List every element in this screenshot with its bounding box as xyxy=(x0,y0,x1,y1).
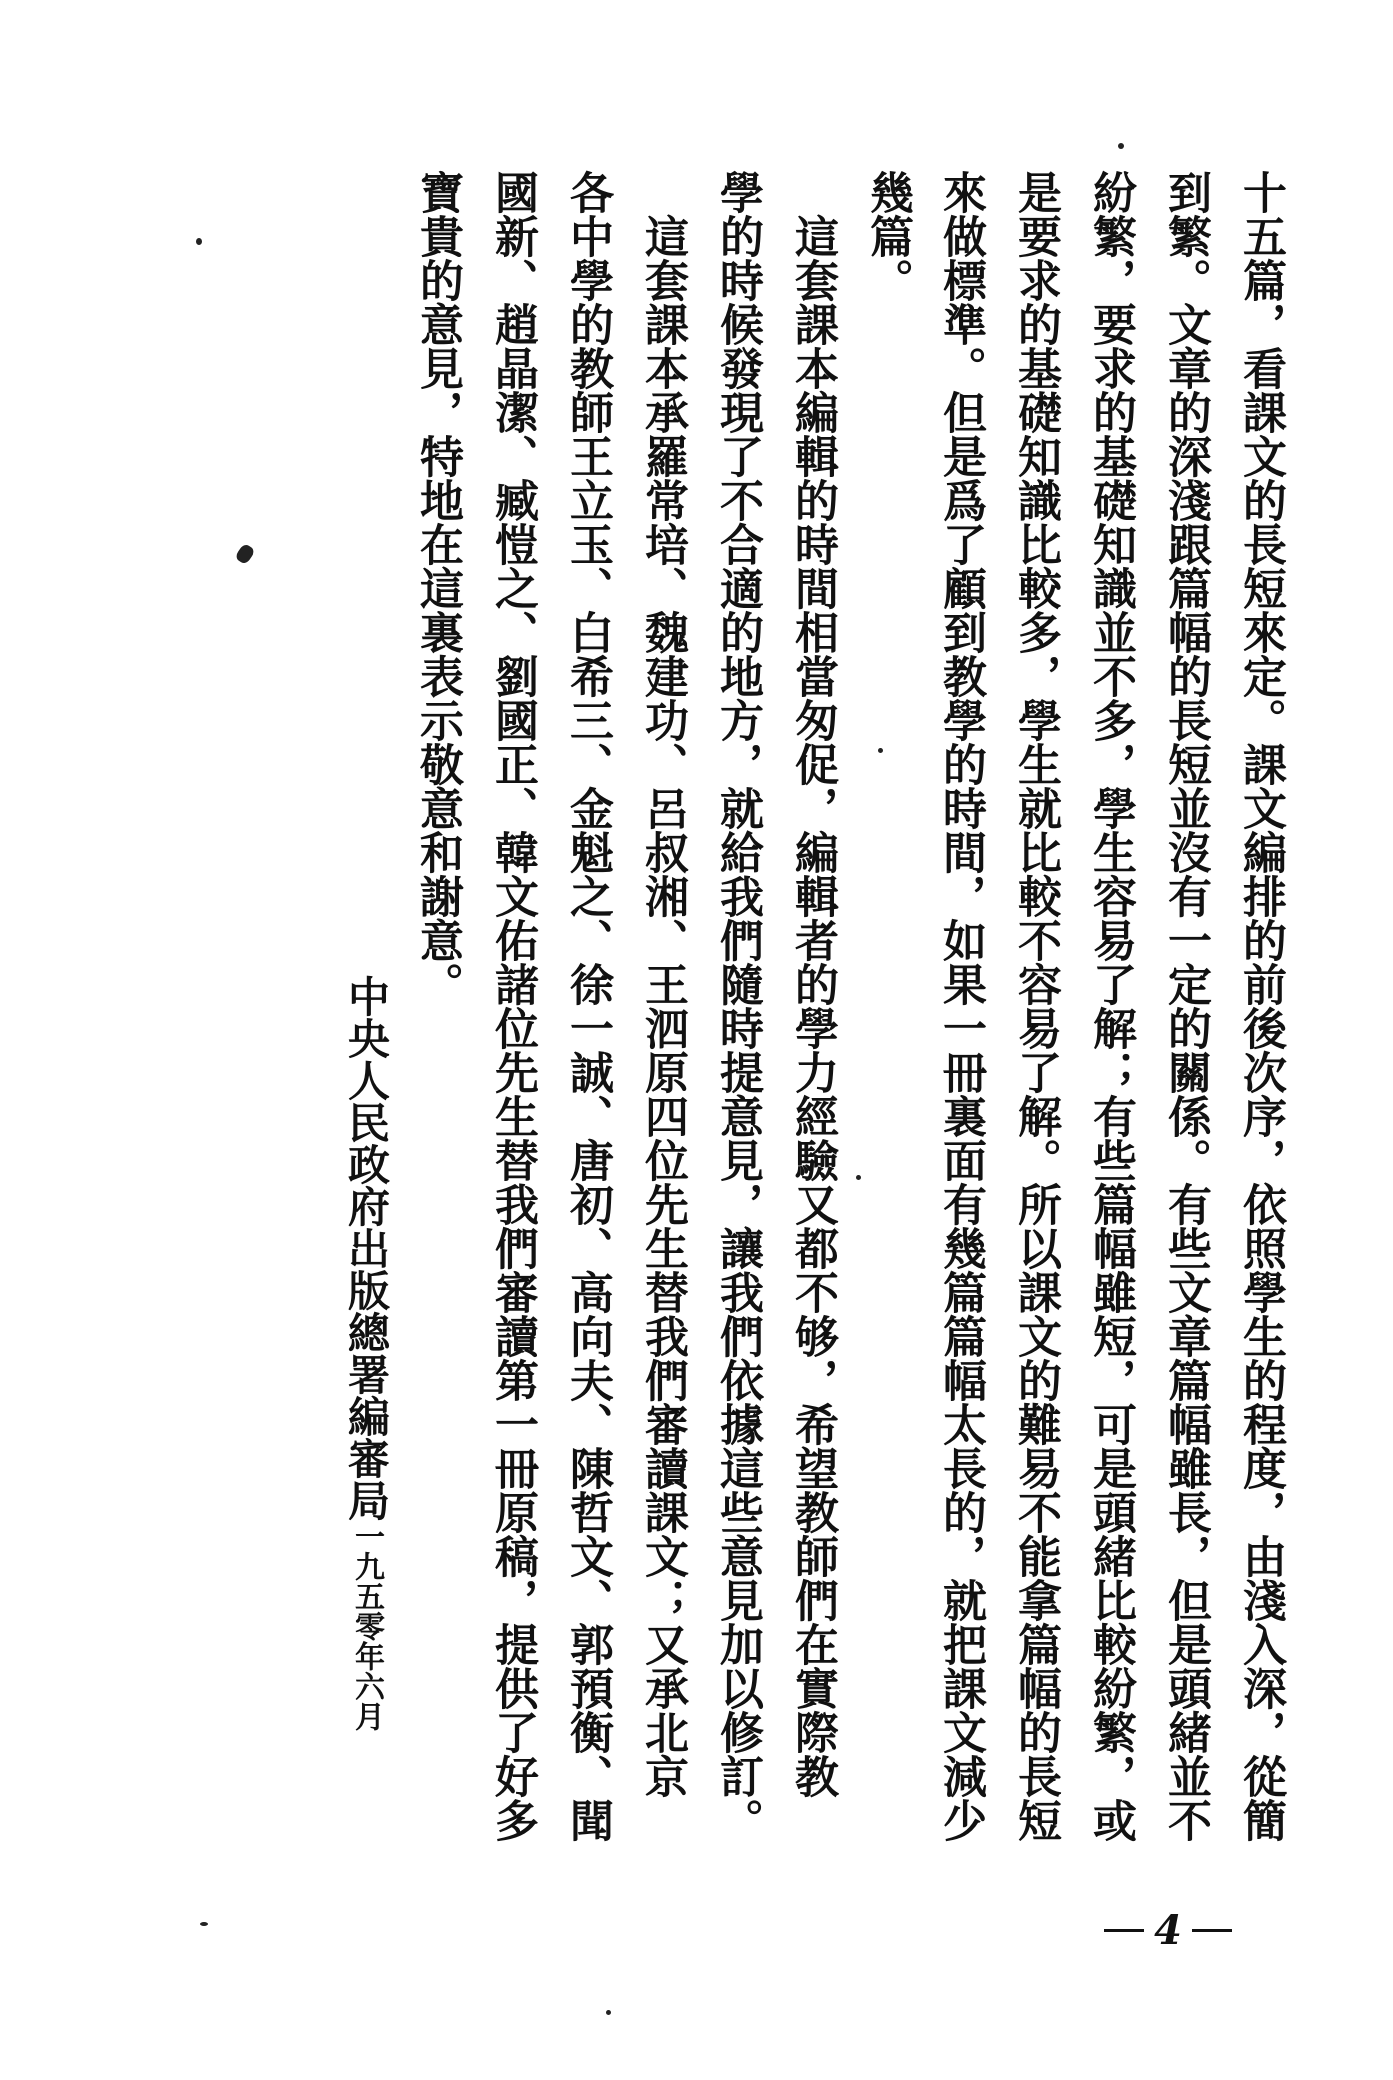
text-column-10: 各中學的教師王立玉、白希三、金魁之、徐一誠、唐初、高向夫、陳哲文、郭預衡、聞 xyxy=(562,170,613,1842)
page-number xyxy=(1078,1900,1258,1960)
text-column-2: 到繁。文章的深淺跟篇幅的長短並沒有一定的關係。有些文章篇幅雖長，但是頭緒並不 xyxy=(1160,170,1211,1842)
publisher-imprint xyxy=(338,975,394,1731)
text-column-11: 國新、趙晶潔、臧愷之、劉國正、韓文佑諸位先生替我們審讀第一冊原稿，提供了好多 xyxy=(487,170,538,1842)
text-column-12: 寶貴的意見，特地在這裏表示敬意和謝意。 xyxy=(412,170,463,1006)
scan-speck xyxy=(234,543,256,566)
scan-speck xyxy=(856,1175,861,1180)
text-column-4: 是要求的基礎知識比較多，學生就比較不容易了解。所以課文的難易不能拿篇幅的長短 xyxy=(1010,170,1061,1842)
text-column-3: 紛繁，要求的基礎知識並不多，學生容易了解；有些篇幅雖短，可是頭緒比較紛繁，或 xyxy=(1085,170,1136,1842)
page-number-right-dash xyxy=(1192,1929,1232,1932)
scan-speck xyxy=(196,238,202,245)
text-column-8: 學的時候發現了不合適的地方，就給我們隨時提意見，讓我們依據這些意見加以修訂。 xyxy=(712,170,763,1842)
publisher-name: 中央人民政府出版總署編審局 xyxy=(342,975,391,1521)
text-column-5: 來做標準。但是爲了顧到教學的時間，如果一冊裏面有幾篇篇幅太長的，就把課文減少 xyxy=(935,170,986,1842)
scan-speck xyxy=(878,748,883,753)
publication-date: 一九五零年六月 xyxy=(349,1521,384,1731)
scan-speck xyxy=(200,1922,208,1926)
page-number-value: 4 xyxy=(1154,1906,1182,1954)
text-column-9: 這套課本承羅常培、魏建功、呂叔湘、王泗原四位先生替我們審讀課文；又承北京 xyxy=(637,170,688,1798)
text-column-7: 這套課本編輯的時間相當匆促，編輯者的學力經驗又都不够，希望教師們在實際教 xyxy=(787,170,838,1798)
text-column-1: 十五篇，看課文的長短來定。課文編排的前後次序，依照學生的程度，由淺入深，從簡 xyxy=(1235,170,1286,1842)
text-column-6: 幾篇。 xyxy=(862,170,913,302)
scan-speck xyxy=(1118,143,1124,149)
scan-speck xyxy=(606,2010,611,2015)
page-number-left-dash xyxy=(1104,1929,1144,1932)
